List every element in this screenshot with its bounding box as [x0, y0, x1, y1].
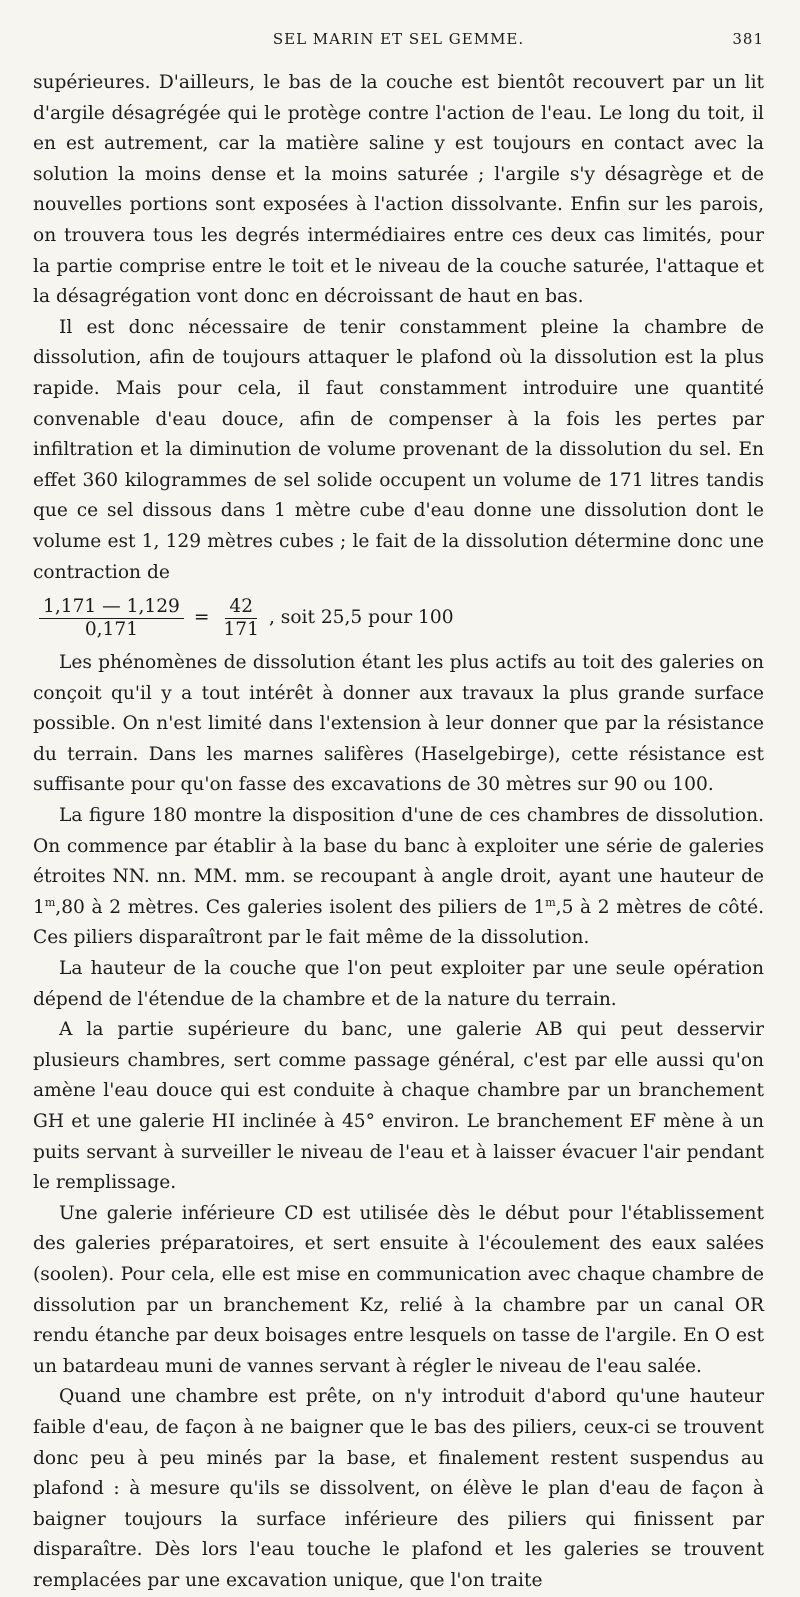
body-text: [33, 68, 764, 1597]
paragraph-8: Quand une chambre est prête, on n'y introduit d'abord qu'une hauteur faible d'eau, de façon à ne baigner que le bas des piliers, ceux-ci se trouvent donc peu à peu minés par la base, et finalement restent suspendus au plafond : à mesure qu'ils se dissolvent, on élève le plan d'eau de façon à baigner toujours la surface inférieure des piliers qui finissent par disparaître. Dès lors l'eau touche le plafond et les galeries se trouvent remplacées par une excavation unique, que l'on traite: [33, 1386, 764, 1591]
paragraph-4-part-b: ,80 à 2 mètres. Ces galeries isolent des piliers de 1: [55, 896, 546, 918]
fraction-2: [219, 596, 263, 641]
running-header: [33, 30, 764, 54]
paragraph-1: supérieures. D'ailleurs, le bas de la couche est bientôt recouvert par un lit d'argile désagrégée qui le protège contre l'action de l'eau. Le long du toit, il en est autrement, car la matière saline y est toujours en contact avec la solution la moins dense et la moins saturée ; l'argile s'y désagrège et de nouvelles portions sont exposées à l'action dissolvante. Enfin sur les parois, on trouvera tous les degrés intermédiaires entre ces deux cas limités, pour la partie comprise entre le toit et le niveau de la couche saturée, l'attaque et la désagrégation vont donc en décroissant de haut en bas.: [33, 72, 764, 308]
paragraph-2: Il est donc nécessaire de tenir constamment pleine la chambre de dissolution, afin de toujours attaquer le plafond où la dissolution est la plus rapide. Mais pour cela, il faut constamment introduire une quantité convenable d'eau douce, afin de compenser à la fois les pertes par infiltration et la diminution de volume provenant de la dissolution du sel. En effet 360 kilogrammes de sel solide occupent un volume de 171 litres tandis que ce sel dissous dans 1 mètre cube d'eau donne une dissolution dont le volume est 1, 129 mètres cubes ; le fait de la dissolution détermine donc une contraction de: [33, 316, 764, 583]
fraction-2-denominator: 171: [223, 618, 259, 640]
equals-sign: =: [193, 606, 210, 628]
fraction-1: [39, 596, 184, 641]
fraction-2-numerator: 42: [225, 596, 257, 619]
paragraph-4: [33, 801, 764, 954]
paragraph-3: Les phénomènes de dissolution étant les plus actifs au toit des galeries on conçoit qu'il y a tout intérêt à donner aux travaux la plus grande surface possible. On n'est limité dans l'extension à leur donner que par la résistance du terrain. Dans les marnes salifères (Haselgebirge), cette résistance est suffisante pour qu'on fasse des excavations de 30 mètres sur 90 ou 100.: [33, 652, 764, 796]
paragraph-4-part-c: ,5 à 2 mètres de côté. Ces piliers disparaîtront par le fait même de la dissolution.: [33, 896, 765, 949]
page-number: 381: [732, 30, 764, 48]
fraction-1-numerator: 1,171 — 1,129: [39, 596, 184, 619]
paragraph-4-part-a: La figure 180 montre la disposition d'une de ces chambres de dissolution. On commence par établir à la base du banc à exploiter une série de galeries étroites NN. nn. MM. mm. se recoupant à angle droit, ayant une hauteur de 1: [33, 805, 764, 918]
formula-tail: , soit 25,5 pour 100: [268, 606, 454, 628]
paragraph-7: Une galerie inférieure CD est utilisée dès le début pour l'établissement des galeries préparatoires, et sert ensuite à l'écoulement des eaux salées (soolen). Pour cela, elle est mise en communication avec chaque chambre de dissolution par un branchement Kz, relié à la chambre par un canal OR rendu étanche par deux boisages entre lesquels on tasse de l'argile. En O est un batardeau muni de vannes servant à régler le niveau de l'eau salée.: [33, 1202, 764, 1377]
meter-superscript-1: m: [44, 895, 56, 909]
paragraph-6: A la partie supérieure du banc, une galerie AB qui peut desservir plusieurs chambres, sert comme passage général, c'est par elle aussi qu'on amène l'eau douce qui est conduite à chaque chambre par un branchement GH et une galerie HI inclinée à 45° environ. Le branchement EF mène à un puits servant à surveiller le niveau de l'eau et à laisser évacuer l'air pendant le remplissage.: [33, 1019, 764, 1194]
running-title: SEL MARIN ET SEL GEMME.: [272, 30, 525, 48]
contraction-formula: [33, 588, 764, 648]
fraction-1-denominator: 0,171: [84, 618, 139, 640]
paragraph-5: La hauteur de la couche que l'on peut exploiter par une seule opération dépend de l'étendue de la chambre et de la nature du terrain.: [33, 958, 764, 1010]
meter-superscript-2: m: [545, 895, 556, 909]
